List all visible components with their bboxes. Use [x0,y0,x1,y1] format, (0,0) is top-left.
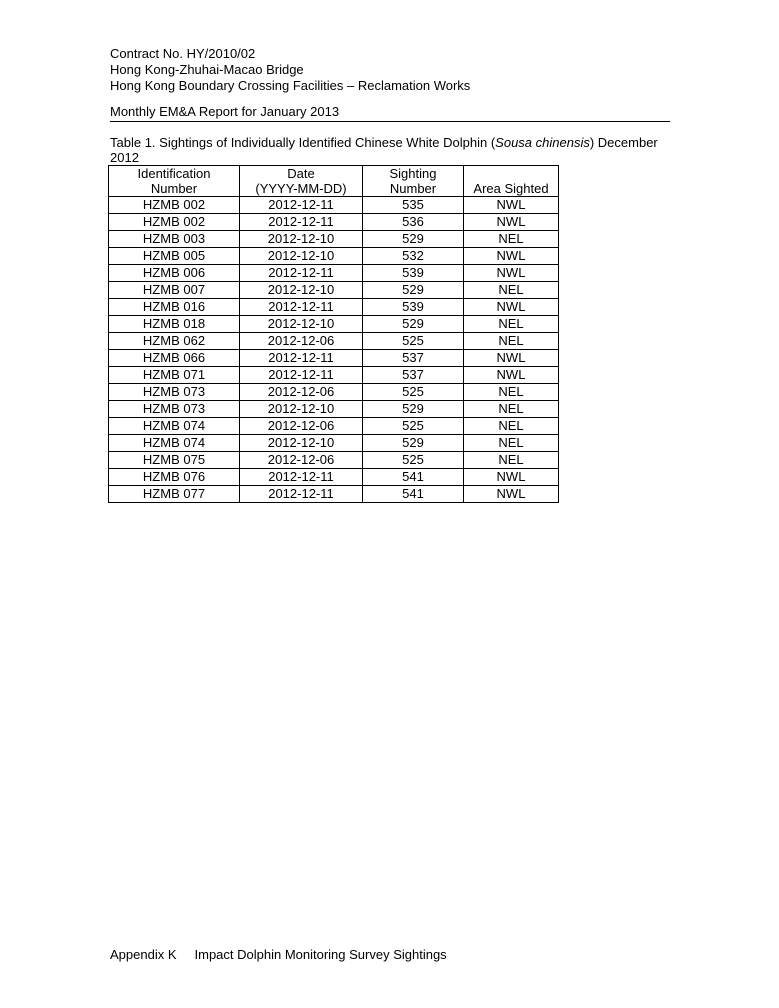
date-cell: 2012-12-06 [240,384,363,401]
appendix-title: Impact Dolphin Monitoring Survey Sightings [194,947,447,962]
area-sighted-cell: NWL [464,197,559,214]
table-row [109,452,559,469]
table-row [109,350,559,367]
sighting-number-cell: 529 [363,282,464,299]
area-sighted-cell: NWL [464,350,559,367]
table-row [109,248,559,265]
project-name: Hong Kong-Zhuhai-Macao Bridge [110,62,304,77]
sighting-number-cell: 525 [363,452,464,469]
sighting-number-cell: 541 [363,469,464,486]
area-sighted-cell: NWL [464,367,559,384]
sighting-number-cell: 529 [363,316,464,333]
sighting-number-cell: 525 [363,418,464,435]
date-cell: 2012-12-11 [240,367,363,384]
header-area-sighted [464,166,559,197]
area-sighted-cell: NWL [464,248,559,265]
date-cell: 2012-12-11 [240,265,363,282]
table-row [109,231,559,248]
table-row [109,333,559,350]
appendix-label: Appendix K [110,947,177,962]
date-cell: 2012-12-10 [240,282,363,299]
table-caption [110,135,670,165]
works-name: Hong Kong Boundary Crossing Facilities – Reclamation Works [110,78,471,93]
area-sighted-cell: NWL [464,265,559,282]
header-line: Number [389,181,437,196]
table-row [109,367,559,384]
sighting-number-cell: 539 [363,299,464,316]
date-cell: 2012-12-11 [240,299,363,316]
identification-number-cell: HZMB 003 [109,231,240,248]
identification-number-cell: HZMB 074 [109,418,240,435]
table-row [109,316,559,333]
area-sighted-cell: NEL [464,333,559,350]
identification-number-cell: HZMB 062 [109,333,240,350]
caption-suffix: ) December 2012 [110,135,658,165]
date-cell: 2012-12-11 [240,214,363,231]
sighting-number-cell: 541 [363,486,464,503]
table-row [109,384,559,401]
date-cell: 2012-12-10 [240,248,363,265]
header-line: Identification [137,166,211,181]
sighting-number-cell: 532 [363,248,464,265]
caption-species: Sousa chinensis [495,135,590,150]
header-line: (YYYY-MM-DD) [255,181,347,196]
table-row [109,418,559,435]
date-cell: 2012-12-10 [240,231,363,248]
header-line: Area Sighted [473,181,549,196]
date-cell: 2012-12-06 [240,452,363,469]
table-row [109,282,559,299]
area-sighted-cell: NWL [464,486,559,503]
identification-number-cell: HZMB 074 [109,435,240,452]
header-rule [110,121,670,122]
area-sighted-cell: NEL [464,418,559,435]
date-cell: 2012-12-10 [240,401,363,418]
area-sighted-cell: NEL [464,231,559,248]
identification-number-cell: HZMB 016 [109,299,240,316]
table-header-row [109,166,559,197]
date-cell: 2012-12-11 [240,350,363,367]
identification-number-cell: HZMB 006 [109,265,240,282]
area-sighted-cell: NEL [464,452,559,469]
sighting-number-cell: 537 [363,367,464,384]
table-row [109,469,559,486]
date-cell: 2012-12-06 [240,418,363,435]
identification-number-cell: HZMB 077 [109,486,240,503]
table-row [109,486,559,503]
area-sighted-cell: NEL [464,316,559,333]
table-body [109,197,559,503]
area-sighted-cell: NWL [464,469,559,486]
identification-number-cell: HZMB 007 [109,282,240,299]
date-cell: 2012-12-11 [240,197,363,214]
page-footer [110,947,447,963]
area-sighted-cell: NEL [464,435,559,452]
date-cell: 2012-12-11 [240,486,363,503]
area-sighted-cell: NEL [464,401,559,418]
sighting-number-cell: 537 [363,350,464,367]
sightings-table [108,165,559,503]
contract-number: Contract No. HY/2010/02 [110,46,256,61]
identification-number-cell: HZMB 073 [109,384,240,401]
identification-number-cell: HZMB 071 [109,367,240,384]
table-row [109,265,559,282]
sighting-number-cell: 535 [363,197,464,214]
table-row [109,214,559,231]
date-cell: 2012-12-06 [240,333,363,350]
identification-number-cell: HZMB 076 [109,469,240,486]
table-row [109,197,559,214]
date-cell: 2012-12-10 [240,316,363,333]
table-row [109,401,559,418]
identification-number-cell: HZMB 066 [109,350,240,367]
area-sighted-cell: NWL [464,299,559,316]
area-sighted-cell: NWL [464,214,559,231]
sighting-number-cell: 539 [363,265,464,282]
sighting-number-cell: 529 [363,435,464,452]
identification-number-cell: HZMB 002 [109,214,240,231]
sighting-number-cell: 525 [363,384,464,401]
date-cell: 2012-12-11 [240,469,363,486]
table-row [109,299,559,316]
header-identification-number [109,166,240,197]
area-sighted-cell: NEL [464,384,559,401]
sighting-number-cell: 525 [363,333,464,350]
identification-number-cell: HZMB 005 [109,248,240,265]
sighting-number-cell: 529 [363,231,464,248]
identification-number-cell: HZMB 002 [109,197,240,214]
report-title: Monthly EM&A Report for January 2013 [110,104,340,119]
sighting-number-cell: 529 [363,401,464,418]
header-line: Number [150,181,198,196]
header-line: Date [287,166,315,181]
header-sighting-number [363,166,464,197]
document-header [110,46,470,94]
header-line: Sighting [389,166,437,181]
date-cell: 2012-12-10 [240,435,363,452]
table-row [109,435,559,452]
caption-prefix: Table 1. Sightings of Individually Identified Chinese White Dolphin ( [110,135,496,150]
header-date [240,166,363,197]
area-sighted-cell: NEL [464,282,559,299]
identification-number-cell: HZMB 075 [109,452,240,469]
sighting-number-cell: 536 [363,214,464,231]
identification-number-cell: HZMB 018 [109,316,240,333]
identification-number-cell: HZMB 073 [109,401,240,418]
